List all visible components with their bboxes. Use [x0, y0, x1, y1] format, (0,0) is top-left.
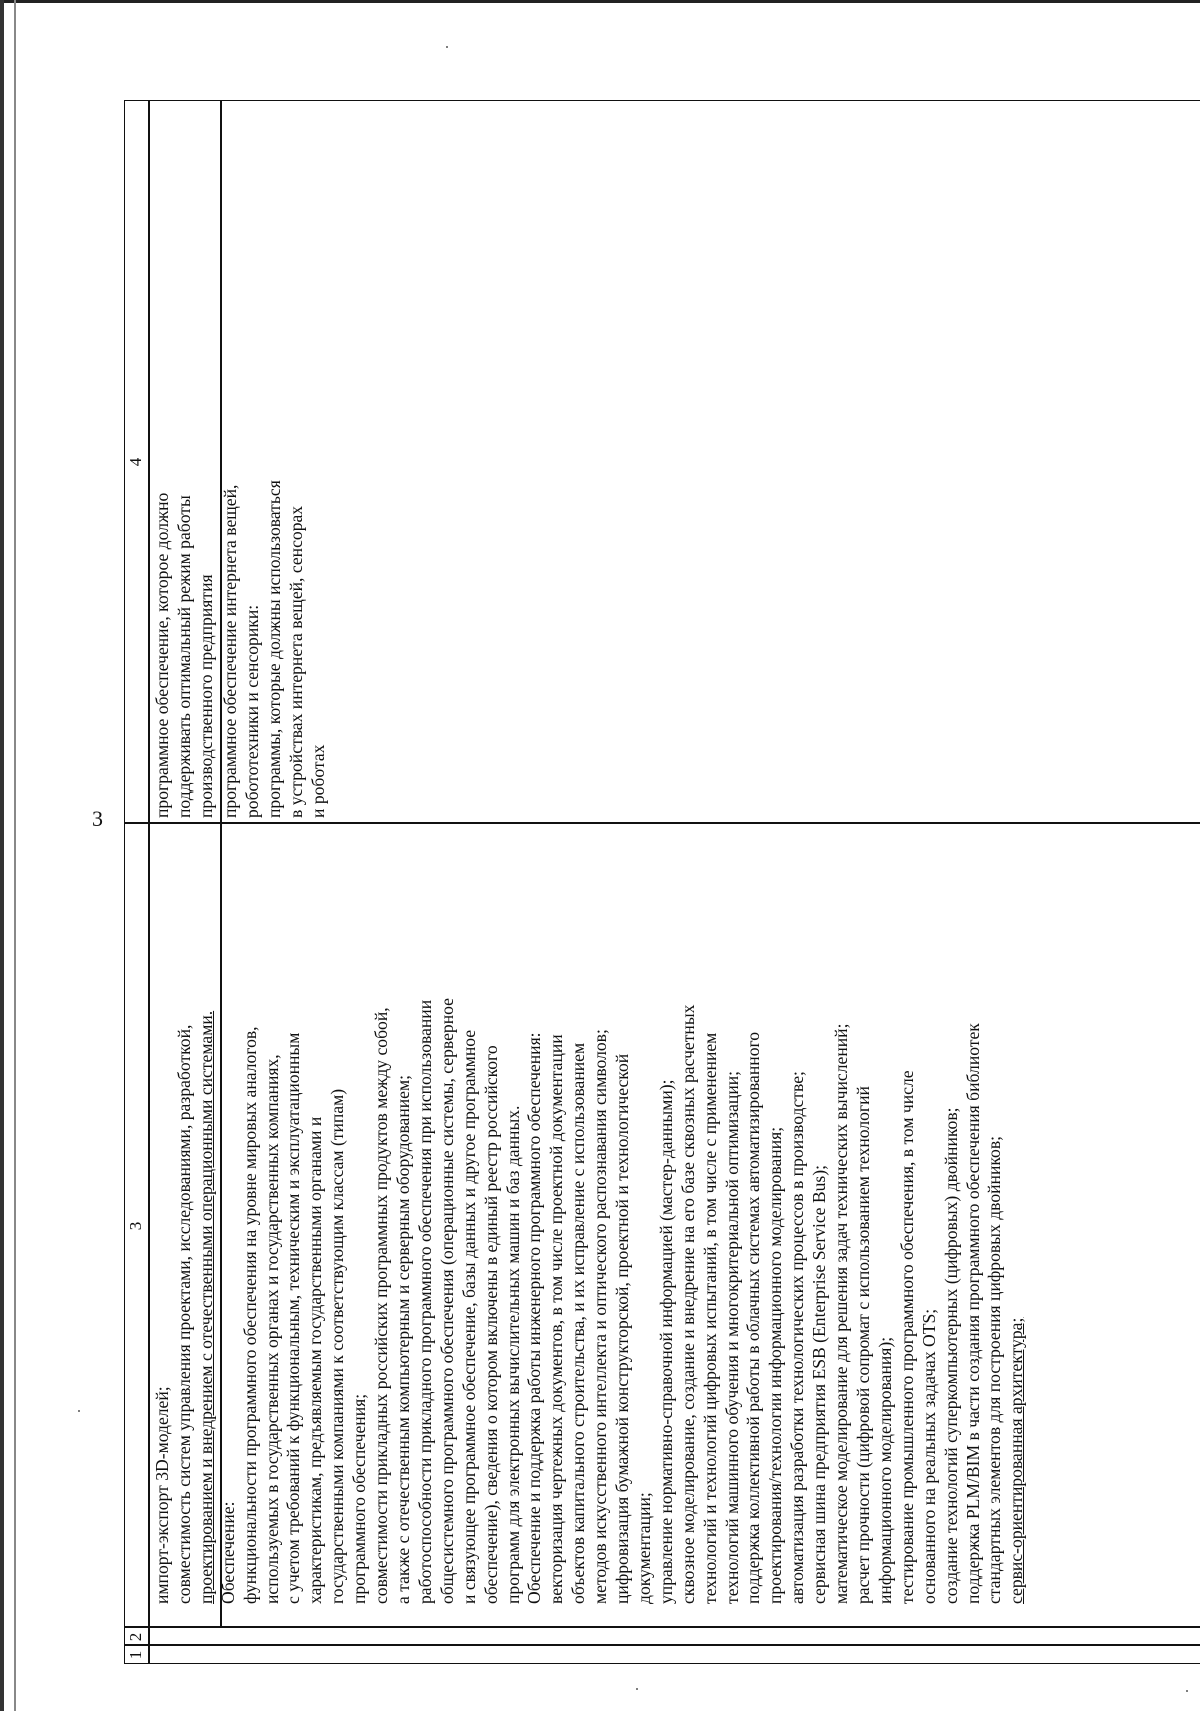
page-number: 3	[92, 806, 103, 831]
header-col-3: 3	[126, 1221, 145, 1231]
col3-line: с учетом требований к функциональным, техническим и эксплуатационным	[283, 1032, 304, 1604]
col3-line: тестирование промышленного программного обеспечения, в том числе	[896, 1070, 917, 1604]
header-row-line	[148, 100, 150, 1664]
col3-line: проектирования/технологии информационного моделирования;	[765, 1126, 786, 1604]
col3-line: управление нормативно-справочной информацией (мастер-данными);	[655, 1079, 676, 1604]
col3-line: сервис-ориентированная архитектура;	[1006, 1317, 1027, 1604]
col3-line: функциональности программного обеспечения на уровне мировых аналогов,	[239, 1026, 260, 1604]
col4-line: и роботах	[307, 744, 328, 818]
col3-line: обеспечение), сведения о котором включены в единый реестр российского	[480, 1045, 501, 1604]
col3-line: основанного на реальных задачах OTS;	[918, 1308, 939, 1604]
col4-line: производственного предприятия	[195, 574, 216, 818]
col3-line: поддержка коллективной работы в облачных системах автоматизированного	[743, 1031, 764, 1604]
col3-line: проектированием и внедрением с отечественными операционными системами.	[195, 1010, 216, 1604]
col3-line: цифровизация бумажной конструкторской, проектной и технологической	[612, 1053, 633, 1604]
col3-line: Обеспечение:	[217, 1501, 238, 1604]
col4-line: робототехники и сенсорики:	[241, 604, 262, 818]
scan-edge-left-inner	[14, 0, 16, 1711]
col4-line: программы, которые должны использоваться	[263, 480, 284, 818]
col3-line: программ для электронных вычислительных машин и баз данных.	[502, 1105, 523, 1604]
col3-line: сквозное моделирование, создание и внедрение на его базе сквозных расчетных	[677, 1004, 698, 1604]
col3-line: создание технологий суперкомпьютерных (цифровых) двойников;	[940, 1107, 961, 1604]
col-separator-2	[124, 1627, 1200, 1629]
col3-line: поддержка PLM/BIM в части создания программного обеспечения библиотек	[962, 1023, 983, 1604]
col3-line: работоспособности прикладного программного обеспечения при использовании	[414, 999, 435, 1604]
col3-line: автоматизация разработки технологических процессов в производстве;	[787, 1071, 808, 1604]
col3-line: государственными компаниями к соответствующим классам (типам)	[327, 1088, 348, 1604]
scan-edge-top	[0, 0, 1200, 3]
col3-line: векторизация чертежных документов, в том числе проектной документации	[546, 1034, 567, 1604]
scan-speck	[1186, 1690, 1188, 1692]
col4-line: в устройствах интернета вещей, сенсорах	[285, 505, 306, 818]
col3-line: стандартных элементов для построения цифровых двойников;	[984, 1135, 1005, 1604]
scan-speck	[78, 1410, 80, 1412]
col4-line: поддерживать оптимальный режим работы	[173, 495, 194, 818]
col3-line: Обеспечение и поддержка работы инженерного программного обеспечения:	[524, 1032, 545, 1604]
col3-line: а также с отечественным компьютерным и серверным оборудованием;	[392, 1075, 413, 1604]
col3-line: информационного моделирования);	[874, 1336, 895, 1604]
scan-speck	[446, 46, 448, 48]
col3-line: технологий и технологий цифровых испытаний, в том числе с применением	[699, 1032, 720, 1604]
col3-line: методов искусственного интеллекта и оптического распознавания символов;	[590, 1029, 611, 1604]
column-4-block-2	[220, 106, 330, 818]
col-separator-1	[124, 1645, 1200, 1647]
header-col-1: 1	[126, 1650, 145, 1660]
col3-line: объектов капитального строительства, и их исправление с использованием	[568, 1042, 589, 1604]
col3-line: расчет прочности (цифровой сопромат с использованием технологий	[853, 1086, 873, 1604]
col3-line: математическое моделирование для решения задач технических вычислений;	[831, 1023, 852, 1604]
col3-line: документации;	[633, 1492, 654, 1604]
scan-speck	[636, 1688, 638, 1690]
col3-line: программного обеспечения;	[349, 1393, 370, 1604]
col3-line: импорт-экспорт 3D-моделей;	[152, 1386, 172, 1604]
column-4-block-1	[152, 106, 218, 818]
col4-line: программное обеспечение, которое должно	[152, 492, 172, 818]
col4-line: программное обеспечение интернета вещей,	[220, 484, 240, 818]
col3-line: используемых в государственных органах и государственных компаниях,	[261, 1054, 282, 1604]
rotated-table	[124, 100, 1200, 1664]
col3-line: характеристикам, предъявляемым государственными органами и	[305, 1116, 326, 1604]
header-col-4: 4	[126, 457, 145, 467]
col3-line: и связующее программное обеспечение, базы данных и другое программное	[458, 1029, 479, 1604]
col3-line: совместимость систем управления проектами, исследованиями, разработкой,	[173, 1024, 194, 1604]
col3-line: общесистемного программного обеспечения (операционные системы, серверное	[436, 998, 457, 1604]
col3-line: сервисная шина предприятия ESB (Enterprise Service Bus);	[809, 1164, 830, 1604]
col3-line: совместимости прикладных российских программных продуктов между собой,	[371, 1007, 392, 1604]
column-3-text	[152, 824, 1028, 1604]
scan-edge-left	[0, 0, 4, 1711]
header-col-2: 2	[126, 1632, 145, 1642]
col3-line: технологий машинного обучения и многокритериальной оптимизации;	[721, 1070, 742, 1604]
